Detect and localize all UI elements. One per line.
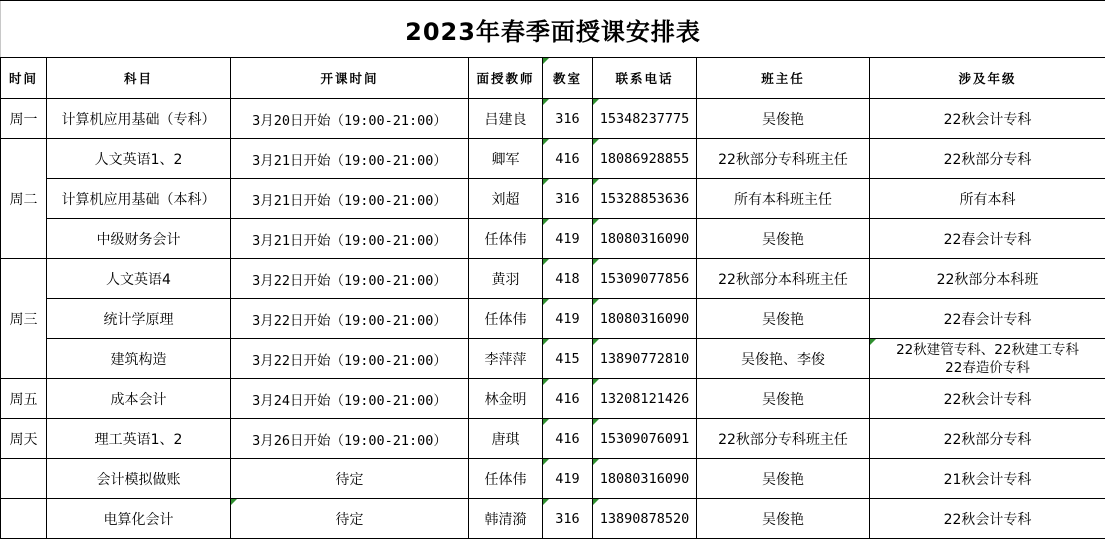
subject-cell: 中级财务会计 bbox=[47, 219, 231, 259]
phone-cell: 13890772810 bbox=[593, 339, 697, 379]
room-cell: 418 bbox=[543, 259, 593, 299]
subject-cell: 统计学原理 bbox=[47, 299, 231, 339]
table-row bbox=[1, 299, 1105, 339]
teacher-cell: 吕建良 bbox=[469, 99, 543, 139]
time-cell: 3月22日开始（19:00-21:00） bbox=[231, 339, 469, 379]
header-time: 开课时间 bbox=[231, 58, 469, 99]
subject-cell: 人文英语1、2 bbox=[47, 139, 231, 179]
header-phone: 联系电话 bbox=[593, 58, 697, 99]
grade-cell: 22秋会计专科 bbox=[870, 499, 1105, 539]
grade-cell: 22秋部分本科班 bbox=[870, 259, 1105, 299]
day-cell bbox=[1, 459, 47, 499]
grade-cell: 22秋部分专科 bbox=[870, 139, 1105, 179]
grade-line: 22春造价专科 bbox=[870, 359, 1105, 377]
head-teacher-cell: 所有本科班主任 bbox=[697, 179, 870, 219]
room-cell: 316 bbox=[543, 499, 593, 539]
phone-cell: 15328853636 bbox=[593, 179, 697, 219]
time-cell: 待定 bbox=[231, 499, 469, 539]
teacher-cell: 任体伟 bbox=[469, 299, 543, 339]
grade-cell: 22秋会计专科 bbox=[870, 379, 1105, 419]
grade-cell: 22秋部分专科 bbox=[870, 419, 1105, 459]
phone-cell: 18080316090 bbox=[593, 459, 697, 499]
time-cell: 待定 bbox=[231, 459, 469, 499]
table-row bbox=[1, 259, 1105, 299]
phone-cell: 13890878520 bbox=[593, 499, 697, 539]
grade-cell: 22春会计专科 bbox=[870, 299, 1105, 339]
header-head-teacher: 班主任 bbox=[697, 58, 870, 99]
header-room: 教室 bbox=[543, 58, 593, 99]
head-teacher-cell: 22秋部分本科班主任 bbox=[697, 259, 870, 299]
grade-cell: 22秋会计专科 bbox=[870, 99, 1105, 139]
table-row bbox=[1, 179, 1105, 219]
subject-cell: 计算机应用基础（专科） bbox=[47, 99, 231, 139]
table-row bbox=[1, 419, 1105, 459]
day-cell bbox=[1, 499, 47, 539]
table-row bbox=[1, 339, 1105, 379]
phone-cell: 13208121426 bbox=[593, 379, 697, 419]
teacher-cell: 卿军 bbox=[469, 139, 543, 179]
head-teacher-cell: 吴俊艳 bbox=[697, 499, 870, 539]
teacher-cell: 任体伟 bbox=[469, 459, 543, 499]
grade-cell bbox=[870, 339, 1105, 379]
time-cell: 3月20日开始（19:00-21:00） bbox=[231, 99, 469, 139]
room-cell: 419 bbox=[543, 299, 593, 339]
header-grade: 涉及年级 bbox=[870, 58, 1105, 99]
sheet-title: 2023年春季面授课安排表 bbox=[1, 1, 1105, 58]
time-cell: 3月21日开始（19:00-21:00） bbox=[231, 139, 469, 179]
day-cell: 周五 bbox=[1, 379, 47, 419]
head-teacher-cell: 22秋部分专科班主任 bbox=[697, 139, 870, 179]
phone-cell: 15348237775 bbox=[593, 99, 697, 139]
grade-cell: 21秋会计专科 bbox=[870, 459, 1105, 499]
room-cell: 416 bbox=[543, 139, 593, 179]
room-cell: 416 bbox=[543, 419, 593, 459]
teacher-cell: 韩清漪 bbox=[469, 499, 543, 539]
time-cell: 3月21日开始（19:00-21:00） bbox=[231, 179, 469, 219]
room-cell: 416 bbox=[543, 379, 593, 419]
head-teacher-cell: 22秋部分专科班主任 bbox=[697, 419, 870, 459]
subject-cell: 会计模拟做账 bbox=[47, 459, 231, 499]
table-row bbox=[1, 219, 1105, 259]
phone-cell: 15309077856 bbox=[593, 259, 697, 299]
header-subject: 科目 bbox=[47, 58, 231, 99]
table-row bbox=[1, 499, 1105, 539]
subject-cell: 电算化会计 bbox=[47, 499, 231, 539]
day-cell: 周三 bbox=[1, 259, 47, 379]
day-cell: 周二 bbox=[1, 139, 47, 259]
time-cell: 3月26日开始（19:00-21:00） bbox=[231, 419, 469, 459]
time-cell: 3月22日开始（19:00-21:00） bbox=[231, 259, 469, 299]
phone-cell: 15309076091 bbox=[593, 419, 697, 459]
table-row bbox=[1, 99, 1105, 139]
head-teacher-cell: 吴俊艳、李俊 bbox=[697, 339, 870, 379]
day-cell: 周天 bbox=[1, 419, 47, 459]
room-cell: 419 bbox=[543, 219, 593, 259]
grade-cell: 22春会计专科 bbox=[870, 219, 1105, 259]
subject-cell: 成本会计 bbox=[47, 379, 231, 419]
day-cell: 周一 bbox=[1, 99, 47, 139]
head-teacher-cell: 吴俊艳 bbox=[697, 299, 870, 339]
phone-cell: 18086928855 bbox=[593, 139, 697, 179]
phone-cell: 18080316090 bbox=[593, 299, 697, 339]
time-cell: 3月22日开始（19:00-21:00） bbox=[231, 299, 469, 339]
teacher-cell: 林金明 bbox=[469, 379, 543, 419]
header-row bbox=[1, 58, 1105, 99]
teacher-cell: 李萍萍 bbox=[469, 339, 543, 379]
head-teacher-cell: 吴俊艳 bbox=[697, 459, 870, 499]
grade-line: 22秋建管专科、22秋建工专科 bbox=[870, 341, 1105, 359]
phone-cell: 18080316090 bbox=[593, 219, 697, 259]
head-teacher-cell: 吴俊艳 bbox=[697, 379, 870, 419]
teacher-cell: 唐琪 bbox=[469, 419, 543, 459]
subject-cell: 计算机应用基础（本科） bbox=[47, 179, 231, 219]
header-teacher: 面授教师 bbox=[469, 58, 543, 99]
teacher-cell: 任体伟 bbox=[469, 219, 543, 259]
room-cell: 316 bbox=[543, 179, 593, 219]
subject-cell: 建筑构造 bbox=[47, 339, 231, 379]
time-cell: 3月24日开始（19:00-21:00） bbox=[231, 379, 469, 419]
header-day: 时间 bbox=[1, 58, 47, 99]
table-row bbox=[1, 459, 1105, 499]
subject-cell: 理工英语1、2 bbox=[47, 419, 231, 459]
room-cell: 415 bbox=[543, 339, 593, 379]
teacher-cell: 刘超 bbox=[469, 179, 543, 219]
subject-cell: 人文英语4 bbox=[47, 259, 231, 299]
table-row bbox=[1, 379, 1105, 419]
head-teacher-cell: 吴俊艳 bbox=[697, 99, 870, 139]
time-cell: 3月21日开始（19:00-21:00） bbox=[231, 219, 469, 259]
teacher-cell: 黄羽 bbox=[469, 259, 543, 299]
head-teacher-cell: 吴俊艳 bbox=[697, 219, 870, 259]
grade-cell: 所有本科 bbox=[870, 179, 1105, 219]
room-cell: 316 bbox=[543, 99, 593, 139]
room-cell: 419 bbox=[543, 459, 593, 499]
table-row bbox=[1, 139, 1105, 179]
